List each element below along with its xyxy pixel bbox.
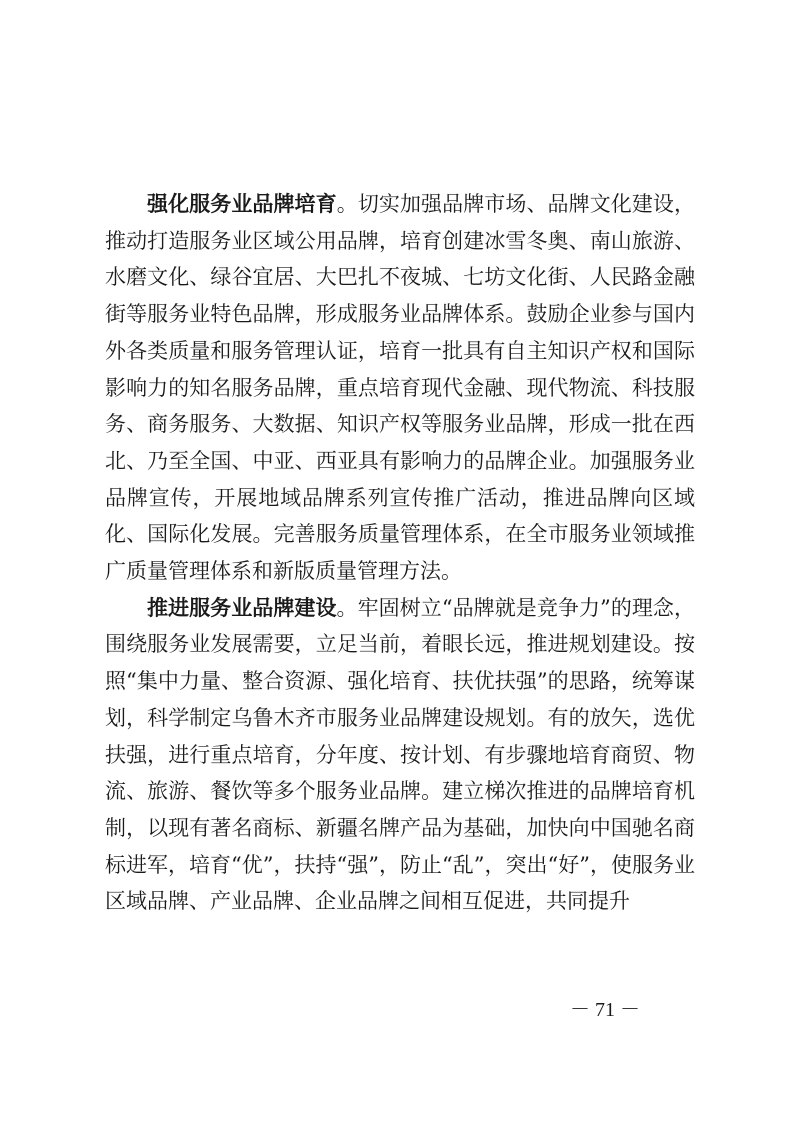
paragraph-heading: 强化服务业品牌培育 <box>147 192 337 216</box>
page-number: － 71 － <box>570 999 640 1021</box>
body-text <box>105 186 695 920</box>
paragraph-heading: 推进服务业品牌建设 <box>147 595 337 620</box>
paragraph-brand-construction <box>105 590 695 920</box>
paragraph-body: 。切实加强品牌市场、品牌文化建设，推动打造服务业区域公用品牌，培育创建冰雪冬奥、南山旅游、水磨文化、绿谷宜居、大巴扎不夜城、七坊文化街、人民路金融街等服务业特色品牌，形成服务业品牌体系。鼓励企业参与国内外各类质量和服务管理认证，培育一批具有自主知识产权和国际影响力的知名服务品牌，重点培育现代金融、现代物流、科技服务、商务服务、大数据、知识产权等服务业品牌，形成一批在西北、乃至全国、中亚、西亚具有影响力的品牌企业。加强服务业品牌宣传，开展地域品牌系列宣传推广活动，推进品牌向区域化、国际化发展。完善服务质量管理体系，在全市服务业领域推广质量管理体系和新版质量管理方法。 <box>105 192 696 584</box>
paragraph-brand-cultivation <box>105 186 695 590</box>
paragraph-body: 。牢固树立“品牌就是竞争力”的理念，围绕服务业发展需要，立足当前，着眼长远，推进规划建设。按照“集中力量、整合资源、强化培育、扶优扶强”的思路，统筹谋划，科学制定乌鲁木齐市服务业品牌建设规划。有的放矢，选优扶强，进行重点培育，分年度、按计划、有步骤地培育商贸、物流、旅游、餐饮等多个服务业品牌。建立梯次推进的品牌培育机制，以现有著名商标、新疆名牌产品为基础，加快向中国驰名商标进军，培育“优”，扶持“强”，防止“乱”，突出“好”，使服务业区域品牌、产业品牌、企业品牌之间相互促进，共同提升 <box>105 595 695 914</box>
